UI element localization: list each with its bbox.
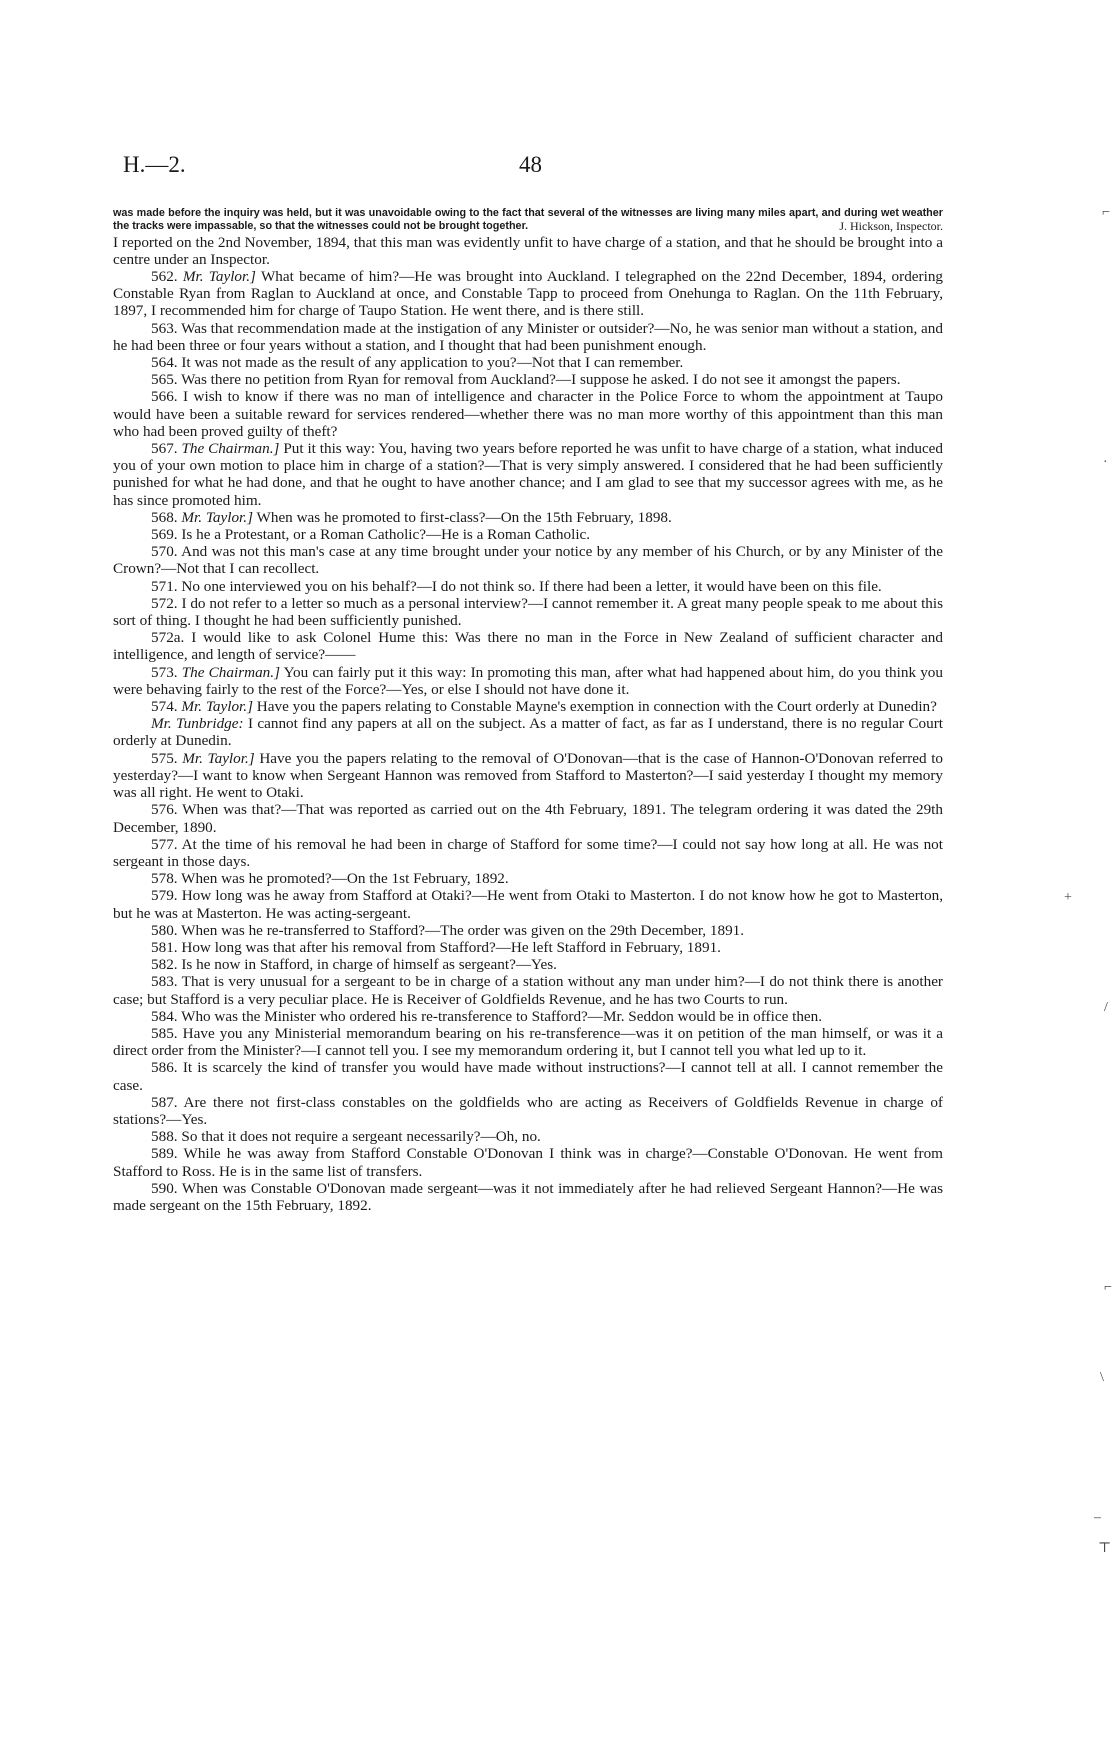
question-number: 565. xyxy=(151,371,178,389)
paragraph-text: So that it does not require a sergeant necessarily?—Oh, no. xyxy=(181,1128,541,1146)
paragraph-text: I wish to know if there was no man of intelligence and character in the Police Force to whom the appointment at Taupo would have been a suitable reward for services rendered—whether there was no man more worthy of this appointment than this man who had been proved guilty of theft? xyxy=(113,388,944,440)
paragraph xyxy=(113,543,943,577)
question-number: 584. xyxy=(151,1007,178,1025)
margin-mark: \ xyxy=(1100,1370,1104,1385)
paragraph xyxy=(113,1008,943,1025)
question-number: 564. xyxy=(151,354,178,372)
question-number: 568. xyxy=(151,508,178,526)
paragraph xyxy=(113,887,943,921)
paragraph-text: Who was the Minister who ordered his re-transference to Stafford?—Mr. Seddon would be in office then. xyxy=(181,1007,823,1025)
paragraph xyxy=(113,440,943,509)
question-number: 590. xyxy=(151,1179,178,1197)
question-number: 571. xyxy=(151,577,178,595)
paragraph xyxy=(113,320,943,354)
question-number: 586. xyxy=(151,1059,178,1077)
margin-mark: · xyxy=(1103,455,1108,470)
paragraph xyxy=(113,870,943,887)
speaker: Mr. Taylor.] xyxy=(182,268,256,285)
paragraph-text: It was not made as the result of any application to you?—Not that I can remember. xyxy=(181,354,684,372)
margin-mark: – xyxy=(1094,1510,1101,1525)
question-number: 580. xyxy=(151,921,178,939)
paragraph xyxy=(113,922,943,939)
paragraph-text: Is he now in Stafford, in charge of himself as sergeant?—Yes. xyxy=(181,956,557,974)
document-body xyxy=(113,207,943,1214)
paragraph-text: When was that?—That was reported as carried out on the 4th February, 1891. The telegram ordering it was dated the 29th December, 1890. xyxy=(113,801,943,836)
paragraph-text: Have you any Ministerial memorandum bearing on his re-transference—was it on petition of the man himself, or was it a direct order from the Minister?—I cannot tell you. I see my memorandum ordering it, but I cannot tell you what led up to it. xyxy=(113,1024,943,1060)
paragraph xyxy=(113,234,943,268)
question-number: 581. xyxy=(151,938,178,956)
paragraph-text: When was he promoted to first-class?—On the 15th February, 1898. xyxy=(256,508,672,526)
paragraph-text: Is he a Protestant, or a Roman Catholic?—He is a Roman Catholic. xyxy=(181,526,591,544)
paragraph xyxy=(113,1094,943,1128)
question-number: 572a. xyxy=(151,629,185,647)
question-number: 567. xyxy=(151,440,178,458)
paragraph-text: While he was away from Stafford Constable O'Donovan I think was in charge?—Constable O'Donovan. He went from Stafford to Ross. He is in the same list of transfers. xyxy=(113,1145,943,1180)
paragraph-text: I reported on the 2nd November, 1894, that this man was evidently unfit to have charge of a station, and that he should be brought into a centre under an Inspector. xyxy=(113,233,943,268)
paragraph xyxy=(113,715,943,749)
paragraph-text: And was not this man's case at any time brought under your notice by any member of his Church, or by any Minister of the Crown?—Not that I can recollect. xyxy=(113,543,943,578)
paragraph xyxy=(113,698,943,715)
question-number: 566. xyxy=(151,388,178,406)
question-number: 569. xyxy=(151,526,178,544)
question-number: 574. xyxy=(151,698,178,716)
paragraph-text: Have you the papers relating to the removal of O'Donovan—that is the case of Hannon-O'Donovan referred to yesterday?—I want to know when Sergeant Hannon was removed from Stafford to Masterton?—I said yesterday I thought my memory was all right. He went to Otaki. xyxy=(113,749,944,802)
question-number: 576. xyxy=(151,801,178,819)
question-number: 582. xyxy=(151,956,178,974)
speaker: The Chairman.] xyxy=(181,440,280,458)
paragraph xyxy=(113,509,943,526)
paragraph-text: I do not refer to a letter so much as a personal interview?—I cannot remember it. A great many people speak to me about this sort of thing. I thought he had been sufficiently punished. xyxy=(113,594,944,630)
speaker: Mr. Tunbridge: xyxy=(151,715,244,733)
paragraph xyxy=(113,836,943,870)
margin-mark: + xyxy=(1064,890,1072,905)
margin-mark: ⊤ xyxy=(1098,1541,1112,1556)
question-number: 577. xyxy=(151,835,178,853)
question-number: 575. xyxy=(151,749,178,767)
paragraph xyxy=(113,973,943,1007)
question-number: 579. xyxy=(151,887,178,905)
question-number: 570. xyxy=(151,543,178,561)
paragraph-text: Put it this way: You, having two years before reported he was unfit to have charge of a station, what induced you of your own motion to place him in charge of a station?—That is very simply answered. I considered that he had been sufficiently punished for what he had done, and that he ought to have another chance; and I am glad to see that my successor agrees with me, as he has since promoted him. xyxy=(113,440,944,509)
question-number: 587. xyxy=(151,1093,178,1111)
paragraph xyxy=(113,354,943,371)
paragraph xyxy=(113,526,943,543)
speaker: The Chairman.] xyxy=(181,663,280,681)
paragraph xyxy=(113,1128,943,1145)
paragraph-text: When was he re-transferred to Stafford?—The order was given on the 29th December, 1891. xyxy=(181,921,745,939)
speaker: Mr. Taylor.] xyxy=(181,508,253,526)
note-text: was made before the inquiry was held, but it was unavoidable owing to the fact that several of the witnesses are living many miles apart, and during wet weather the tracks were impassable, so that the witnesses could not be brought together. xyxy=(113,207,943,233)
margin-mark: / xyxy=(1104,1000,1108,1015)
paragraph xyxy=(113,1059,943,1093)
paragraph-text: No one interviewed you on his behalf?—I do not think so. If there had been a letter, it would have been on this file. xyxy=(181,577,882,595)
paragraph xyxy=(113,664,943,698)
paragraph-text: That is very unusual for a sergeant to be in charge of a station without any man under him?—I do not think there is another case; but Stafford is a very peculiar place. He is Receiver of Goldfields Revenue, and he has two Courts to run. xyxy=(113,973,943,1008)
question-number: 585. xyxy=(151,1024,178,1042)
paragraph-text: I cannot find any papers at all on the subject. As a matter of fact, as far as I understand, there is no regular Court orderly at Dunedin. xyxy=(113,715,944,750)
paragraph xyxy=(113,750,943,802)
speaker: Mr. Taylor.] xyxy=(181,698,253,716)
paragraph xyxy=(113,1180,943,1214)
note-signature: J. Hickson, Inspector. xyxy=(839,219,943,234)
paragraph-text: It is scarcely the kind of transfer you would have made without instructions?—I cannot tell at all. I cannot remember the case. xyxy=(113,1059,944,1094)
paragraph xyxy=(113,578,943,595)
paragraph xyxy=(113,629,943,663)
question-number: 573. xyxy=(151,663,178,681)
paragraph-text: You can fairly put it this way: In promoting this man, after what had happened about him, do you think you were behaving fairly to the rest of the Force?—Yes, or else I should not have done it. xyxy=(113,663,943,698)
paragraph xyxy=(113,956,943,973)
paragraph xyxy=(113,595,943,629)
question-number: 578. xyxy=(151,870,178,888)
margin-mark: ⌐ xyxy=(1104,1280,1112,1295)
inspector-note xyxy=(113,207,943,234)
paragraph-text: Have you the papers relating to Constable Mayne's exemption in connection with the Court orderly at Dunedin? xyxy=(256,698,937,716)
testimony-paragraphs xyxy=(113,234,943,1215)
paragraph-text: When was he promoted?—On the 1st February, 1892. xyxy=(181,870,509,888)
paragraph-text: When was Constable O'Donovan made sergeant—was it not immediately after he had relieved Sergeant Hannon?—He was made sergeant on the 15th February, 1892. xyxy=(113,1179,943,1214)
paragraph-text: At the time of his removal he had been in charge of Stafford for some time?—I could not say how long at all. He was not sergeant in those days. xyxy=(113,835,943,870)
paragraph xyxy=(113,388,943,440)
paragraph-text: Was that recommendation made at the instigation of any Minister or outsider?—No, he was senior man without a station, and he had been three or four years without a station, and I thought that had been punishment enough. xyxy=(113,319,943,354)
paragraph-text: How long was that after his removal from Stafford?—He left Stafford in February, 1891. xyxy=(181,938,721,956)
question-number: 562. xyxy=(151,268,178,285)
speaker: Mr. Taylor.] xyxy=(182,749,255,767)
question-number: 572. xyxy=(151,594,178,612)
paragraph-text: Are there not first-class constables on the goldfields who are acting as Receivers of Goldfields Revenue in charge of stations?—Yes. xyxy=(113,1093,943,1128)
document-reference: H.—2. xyxy=(123,152,186,177)
question-number: 589. xyxy=(151,1145,178,1163)
paragraph-text: How long was he away from Stafford at Otaki?—He went from Otaki to Masterton. I do not know how he got to Masterton, but he was at Masterton. He was acting-sergeant. xyxy=(113,887,943,922)
paragraph-text: What became of him?—He was brought into Auckland. I telegraphed on the 22nd December, 1894, ordering Constable Ryan from Raglan to Auckland at once, and Constable Tapp to proceed from Onehunga to Raglan. On the 11th February, 1897, I recommended him for charge of Taupo Station. He went there, and is there still. xyxy=(113,268,944,320)
question-number: 588. xyxy=(151,1128,178,1146)
paragraph-text: Was there no petition from Ryan for removal from Auckland?—I suppose he asked. I do not see it amongst the papers. xyxy=(181,371,901,389)
paragraph xyxy=(113,801,943,835)
paragraph xyxy=(113,371,943,388)
question-number: 583. xyxy=(151,973,178,991)
page-number: 48 xyxy=(519,152,542,177)
paragraph xyxy=(113,939,943,956)
question-number: 563. xyxy=(151,319,178,337)
paragraph xyxy=(113,1025,943,1059)
paragraph xyxy=(113,268,943,320)
margin-mark: ⌐ xyxy=(1102,205,1110,220)
page-header xyxy=(123,152,943,192)
paragraph-text: I would like to ask Colonel Hume this: Was there no man in the Force in New Zealand of sufficient character and intelligence, and length of service?—— xyxy=(113,629,943,664)
paragraph xyxy=(113,1145,943,1179)
